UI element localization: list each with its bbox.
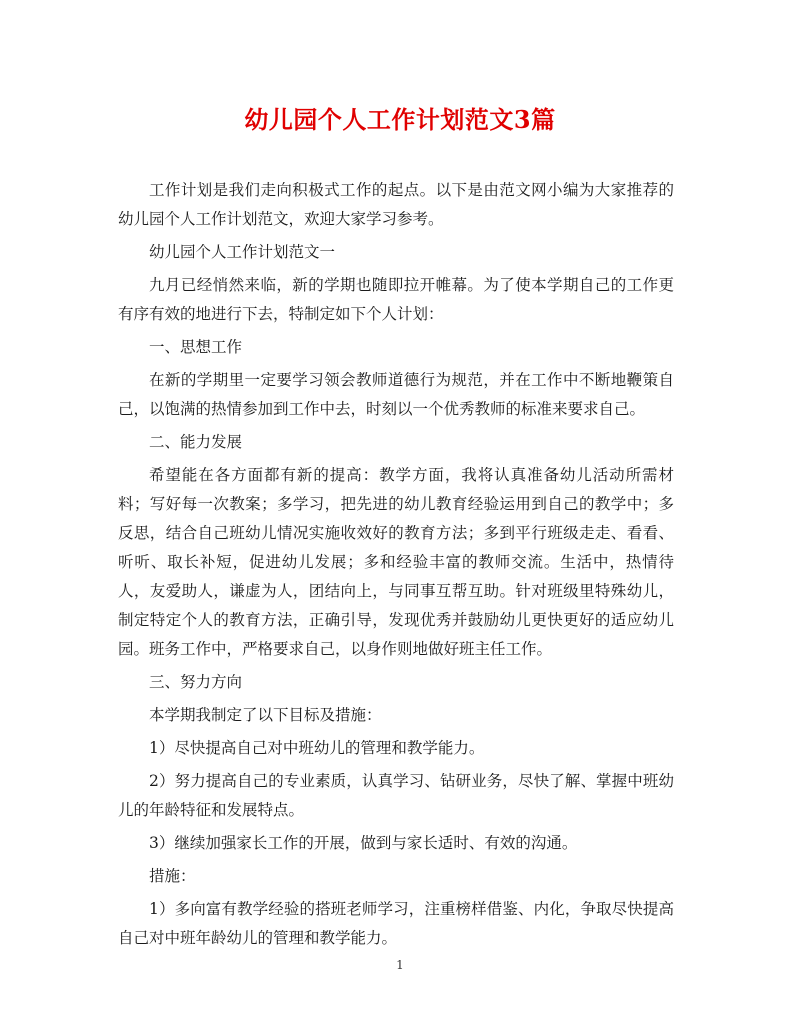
section-heading: 幼儿园个人工作计划范文一	[149, 243, 336, 261]
list-item: 2）努力提高自己的专业素质，认真学习、钻研业务，尽快了解、掌握中班幼儿的年龄特征和发展特点。	[118, 772, 674, 819]
paragraph: 本学期我制定了以下目标及措施：	[149, 706, 382, 724]
document-body	[118, 176, 674, 957]
paragraph: 九月已经悄然来临，新的学期也随即拉开帷幕。为了使本学期自己的工作更有序有效的地进行下去，特制定如下个人计划：	[118, 276, 674, 323]
page-title: 幼儿园个人工作计划范文3篇	[244, 105, 556, 134]
paragraph: 措施：	[149, 867, 196, 885]
section-heading: 三、努力方向	[149, 673, 243, 691]
paragraph: 希望能在各方面都有新的提高：教学方面，我将认真准备幼儿活动所需材料；写好每一次教案；多学习，把先进的幼儿教育经验运用到自己的教学中；多反思，结合自己班幼儿情况实施收效好的教育方法；多到平行班级走走、看看、听听、取长补短，促进幼儿发展；多和经验丰富的教师交流。生活中，热情待人，友爱助人，谦虚为人，团结向上，与同事互帮互助。针对班级里特殊幼儿，制定特定个人的教育方法，正确引导，发现优秀并鼓励幼儿更快更好的适应幼儿园。班务工作中，严格要求自己，以身作则地做好班主任工作。	[118, 466, 674, 658]
paragraph: 工作计划是我们走向积极式工作的起点。以下是由范文网小编为大家推荐的幼儿园个人工作计划范文，欢迎大家学习参考。	[118, 181, 674, 228]
paragraph: 在新的学期里一定要学习领会教师道德行为规范，并在工作中不断地鞭策自己，以饱满的热情参加到工作中去，时刻以一个优秀教师的标准来要求自己。	[118, 371, 674, 418]
list-item: 3）继续加强家长工作的开展，做到与家长适时、有效的沟通。	[149, 834, 578, 852]
list-item: 1）尽快提高自己对中班幼儿的管理和教学能力。	[149, 739, 485, 757]
list-item: 1）多向富有教学经验的搭班老师学习，注重榜样借鉴、内化，争取尽快提高自己对中班年龄幼儿的管理和教学能力。	[118, 900, 674, 947]
section-heading: 二、能力发展	[149, 433, 243, 451]
page-number: 1	[396, 958, 404, 972]
section-heading: 一、思想工作	[149, 338, 243, 356]
